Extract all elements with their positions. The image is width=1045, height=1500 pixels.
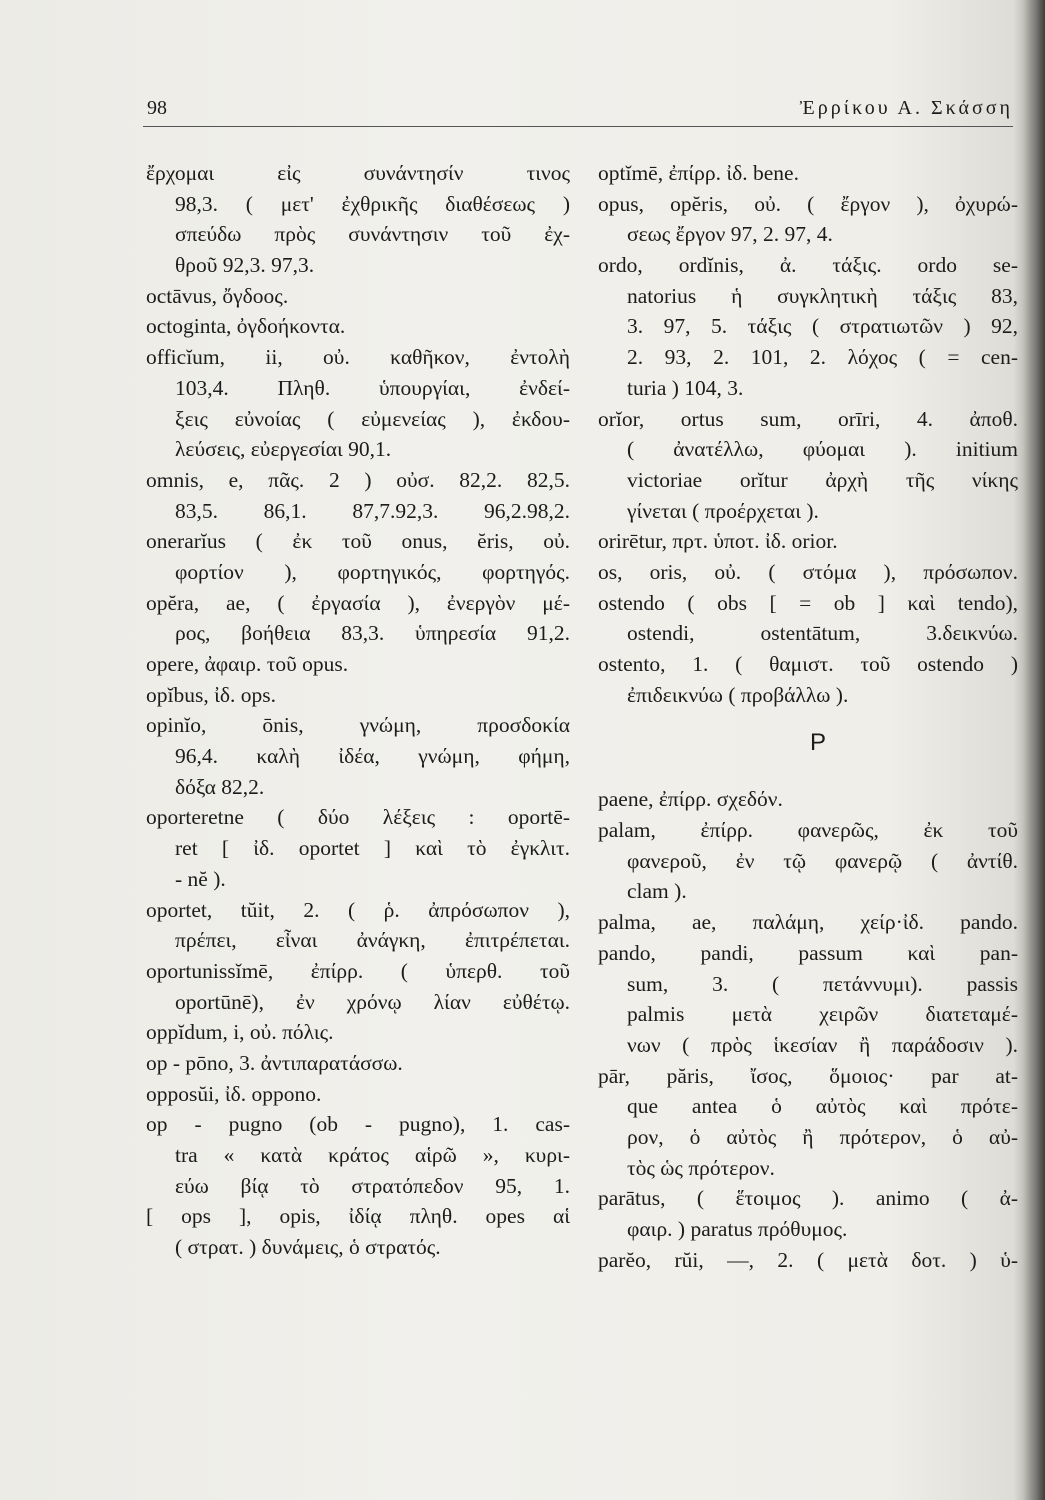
entry-continuation-line: νων ( πρὸς ἱκεσίαν ἢ παράδοσιν ). [627, 1032, 1018, 1057]
entry-continuation-line: victoriae orĭtur ἀρχὴ τῆς νίκης [627, 467, 1018, 492]
entry-continuation-line: γίνεται ( προέρχεται ). [627, 498, 819, 523]
entry-continuation-line: φανεροῦ, ἐν τῷ φανερῷ ( ἀντίθ. [627, 848, 1018, 873]
entry-continuation-line: πρέπει, εἶναι ἀνάγκη, ἐπιτρέπεται. [175, 928, 570, 953]
entry-headword-line: opinĭo, ōnis, γνώμη, προσδοκία [146, 713, 570, 738]
entry-continuation-line: que antea ὁ αὐτὸς καὶ πρότε- [627, 1094, 1018, 1119]
running-head: Ἐρρίκου Α. Σκάσση [799, 97, 1013, 119]
entry-headword-line: ostendo ( obs [ = ob ] καὶ tendo), [598, 590, 1018, 615]
right-column [598, 158, 1018, 1275]
entry-headword-line: os, oris, οὐ. ( στόμα ), πρόσωπον. [598, 559, 1018, 584]
entry-headword-line: pando, pandi, passum καὶ pan- [598, 940, 1018, 965]
entry-continuation-line: clam ). [627, 879, 687, 904]
entry-continuation-line: ( στρατ. ) δυνάμεις, ὁ στρατός. [175, 1235, 441, 1260]
entry-continuation-line: φαιρ. ) paratus πρόθυμος. [627, 1217, 848, 1241]
entry-headword-line: opere, ἀφαιρ. τοῦ opus. [146, 652, 349, 676]
entry-headword-line: opus, opĕris, οὐ. ( ἔργον ), ὀχυρώ- [598, 191, 1018, 216]
entry-continuation-line: tra « κατὰ κράτος αἱρῶ », κυρι- [175, 1143, 570, 1167]
entry-continuation-line: turia ) 104, 3. [627, 375, 744, 400]
entry-headword-line: orirētur, πρτ. ὑποτ. ἰδ. orior. [598, 529, 838, 554]
entry-continuation-line: ρος, βοήθεια 83,3. ὑπηρεσία 91,2. [175, 621, 570, 646]
entry-headword-line: opĭbus, ἰδ. ops. [146, 682, 276, 707]
entry-headword-line: oportunissĭmē, ἐπίρρ. ( ὑπερθ. τοῦ [146, 958, 570, 983]
entry-continuation-line: εύω βίᾳ τὸ στρατόπεδον 95, 1. [175, 1173, 570, 1198]
entry-headword-line: op - pōno, 3. ἀντιπαρατάσσω. [146, 1050, 403, 1075]
entry-continuation-line: φορτίον ), φορτηγικός, φορτηγός. [175, 559, 570, 584]
entry-headword-line: officĭum, ii, οὐ. καθῆκον, ἐντολὴ [146, 345, 570, 370]
entry-continuation-line: τὸς ὡς πρότερον. [627, 1155, 775, 1180]
entry-headword-line: orĭor, ortus sum, orīri, 4. ἀποθ. [598, 406, 1018, 431]
entry-headword-line: opĕra, ae, ( ἐργασία ), ἐνεργὸν μέ- [146, 590, 570, 615]
entry-continuation-line: oportūnē), ἐν χρόνῳ λίαν εὐθέτῳ. [175, 989, 570, 1014]
entry-continuation-line: ostendi, ostentātum, 3.δεικνύω. [627, 621, 1018, 646]
section-letter-heading: P [809, 729, 826, 757]
entry-continuation-line: 96,4. καλὴ ἰδέα, γνώμη, φήμη, [175, 744, 570, 769]
entry-headword-line: parĕo, rŭi, —, 2. ( μετὰ δοτ. ) ὑ- [598, 1247, 1018, 1272]
entry-headword-line: paene, ἐπίρρ. σχεδόν. [598, 787, 783, 812]
entry-headword-line: optĭmē, ἐπίρρ. ἰδ. bene. [598, 161, 799, 185]
page-number: 98 [147, 97, 167, 119]
header-rule [143, 126, 1013, 127]
entry-headword-line: octoginta, ὀγδοήκοντα. [146, 314, 346, 339]
entry-continuation-line: sum, 3. ( πετάννυμι). passis [627, 971, 1018, 996]
entry-continuation-line: 3. 97, 5. τάξις ( στρατιωτῶν ) 92, [627, 314, 1018, 339]
entry-headword-line: opposŭi, ἰδ. oppono. [146, 1081, 322, 1106]
entry-continuation-line: 83,5. 86,1. 87,7.92,3. 96,2.98,2. [175, 498, 570, 523]
entry-headword-line: oppĭdum, i, οὐ. πόλις. [146, 1020, 334, 1045]
entry-continuation-line: 98,3. ( μετ' ἐχθρικῆς διαθέσεως ) [175, 191, 570, 216]
entry-headword-line: ostento, 1. ( θαμιστ. τοῦ ostendo ) [598, 652, 1018, 676]
entry-headword-line: oporteretne ( δύο λέξεις : oportē- [146, 805, 570, 830]
entry-headword-line: octāvus, ὄγδοος. [146, 283, 289, 308]
entry-continuation-line: palmis μετὰ χειρῶν διατεταμέ- [627, 1002, 1018, 1027]
entry-headword-line: omnis, e, πᾶς. 2 ) οὐσ. 82,2. 82,5. [146, 467, 570, 492]
entry-continuation-line: ret [ ἰδ. oportet ] καὶ τὸ ἐγκλιτ. [175, 836, 570, 861]
entry-continuation-line: ( ἀνατέλλω, φύομαι ). initium [627, 437, 1018, 462]
entry-continuation-line: - nĕ ). [175, 866, 226, 891]
entry-headword-line: palam, ἐπίρρ. φανερῶς, ἐκ τοῦ [598, 818, 1018, 843]
entry-headword-line: onerarĭus ( ἐκ τοῦ onus, ĕris, οὐ. [146, 529, 570, 554]
entry-continuation-line: natorius ἡ συγκλητικὴ τάξις 83, [627, 283, 1018, 308]
entry-headword-line: pār, păris, ἴσος, ὅμοιος· par at- [598, 1063, 1018, 1088]
entry-headword-line: palma, ae, παλάμη, χείρ·ἰδ. pando. [598, 910, 1018, 935]
entry-headword-line: ordo, ordĭnis, ἀ. τάξις. ordo se- [598, 253, 1018, 278]
entry-headword-line: [ ops ], opis, ἰδίᾳ πληθ. opes αἱ [146, 1204, 570, 1229]
entry-continuation-line: ρον, ὁ αὐτὸς ἢ πρότερον, ὁ αὐ- [627, 1124, 1018, 1149]
entry-continuation-line: ἐπιδεικνύω ( προβάλλω ). [627, 682, 849, 707]
entry-continuation-line: σεως ἔργον 97, 2. 97, 4. [627, 222, 833, 247]
entry-continuation-line: δόξα 82,2. [175, 774, 265, 799]
entry-continuation-line: σπεύδω πρὸς συνάντησιν τοῦ ἐχ- [175, 222, 570, 247]
entry-continuation-line: θροῦ 92,3. 97,3. [175, 253, 315, 278]
entry-headword-line: ἔρχομαι εἰς συνάντησίν τινος [146, 161, 570, 185]
entry-headword-line: parātus, ( ἕτοιμος ). animo ( ἀ- [598, 1186, 1018, 1211]
entry-continuation-line: ξεις εὐνοίας ( εὐμενείας ), ἐκδου- [175, 406, 570, 431]
page-edge-shadow [1023, 0, 1045, 1500]
entry-headword-line: op - pugno (ob - pugno), 1. cas- [146, 1112, 570, 1137]
entry-continuation-line: 103,4. Πληθ. ὑπουργίαι, ἐνδεί- [175, 375, 570, 400]
entry-continuation-line: 2. 93, 2. 101, 2. λόχος ( = cen- [627, 345, 1018, 370]
left-column [146, 158, 570, 1263]
entry-headword-line: oportet, tŭit, 2. ( ῥ. ἀπρόσωπον ), [146, 897, 570, 922]
entry-continuation-line: λεύσεις, εὐεργεσίαι 90,1. [175, 437, 392, 462]
